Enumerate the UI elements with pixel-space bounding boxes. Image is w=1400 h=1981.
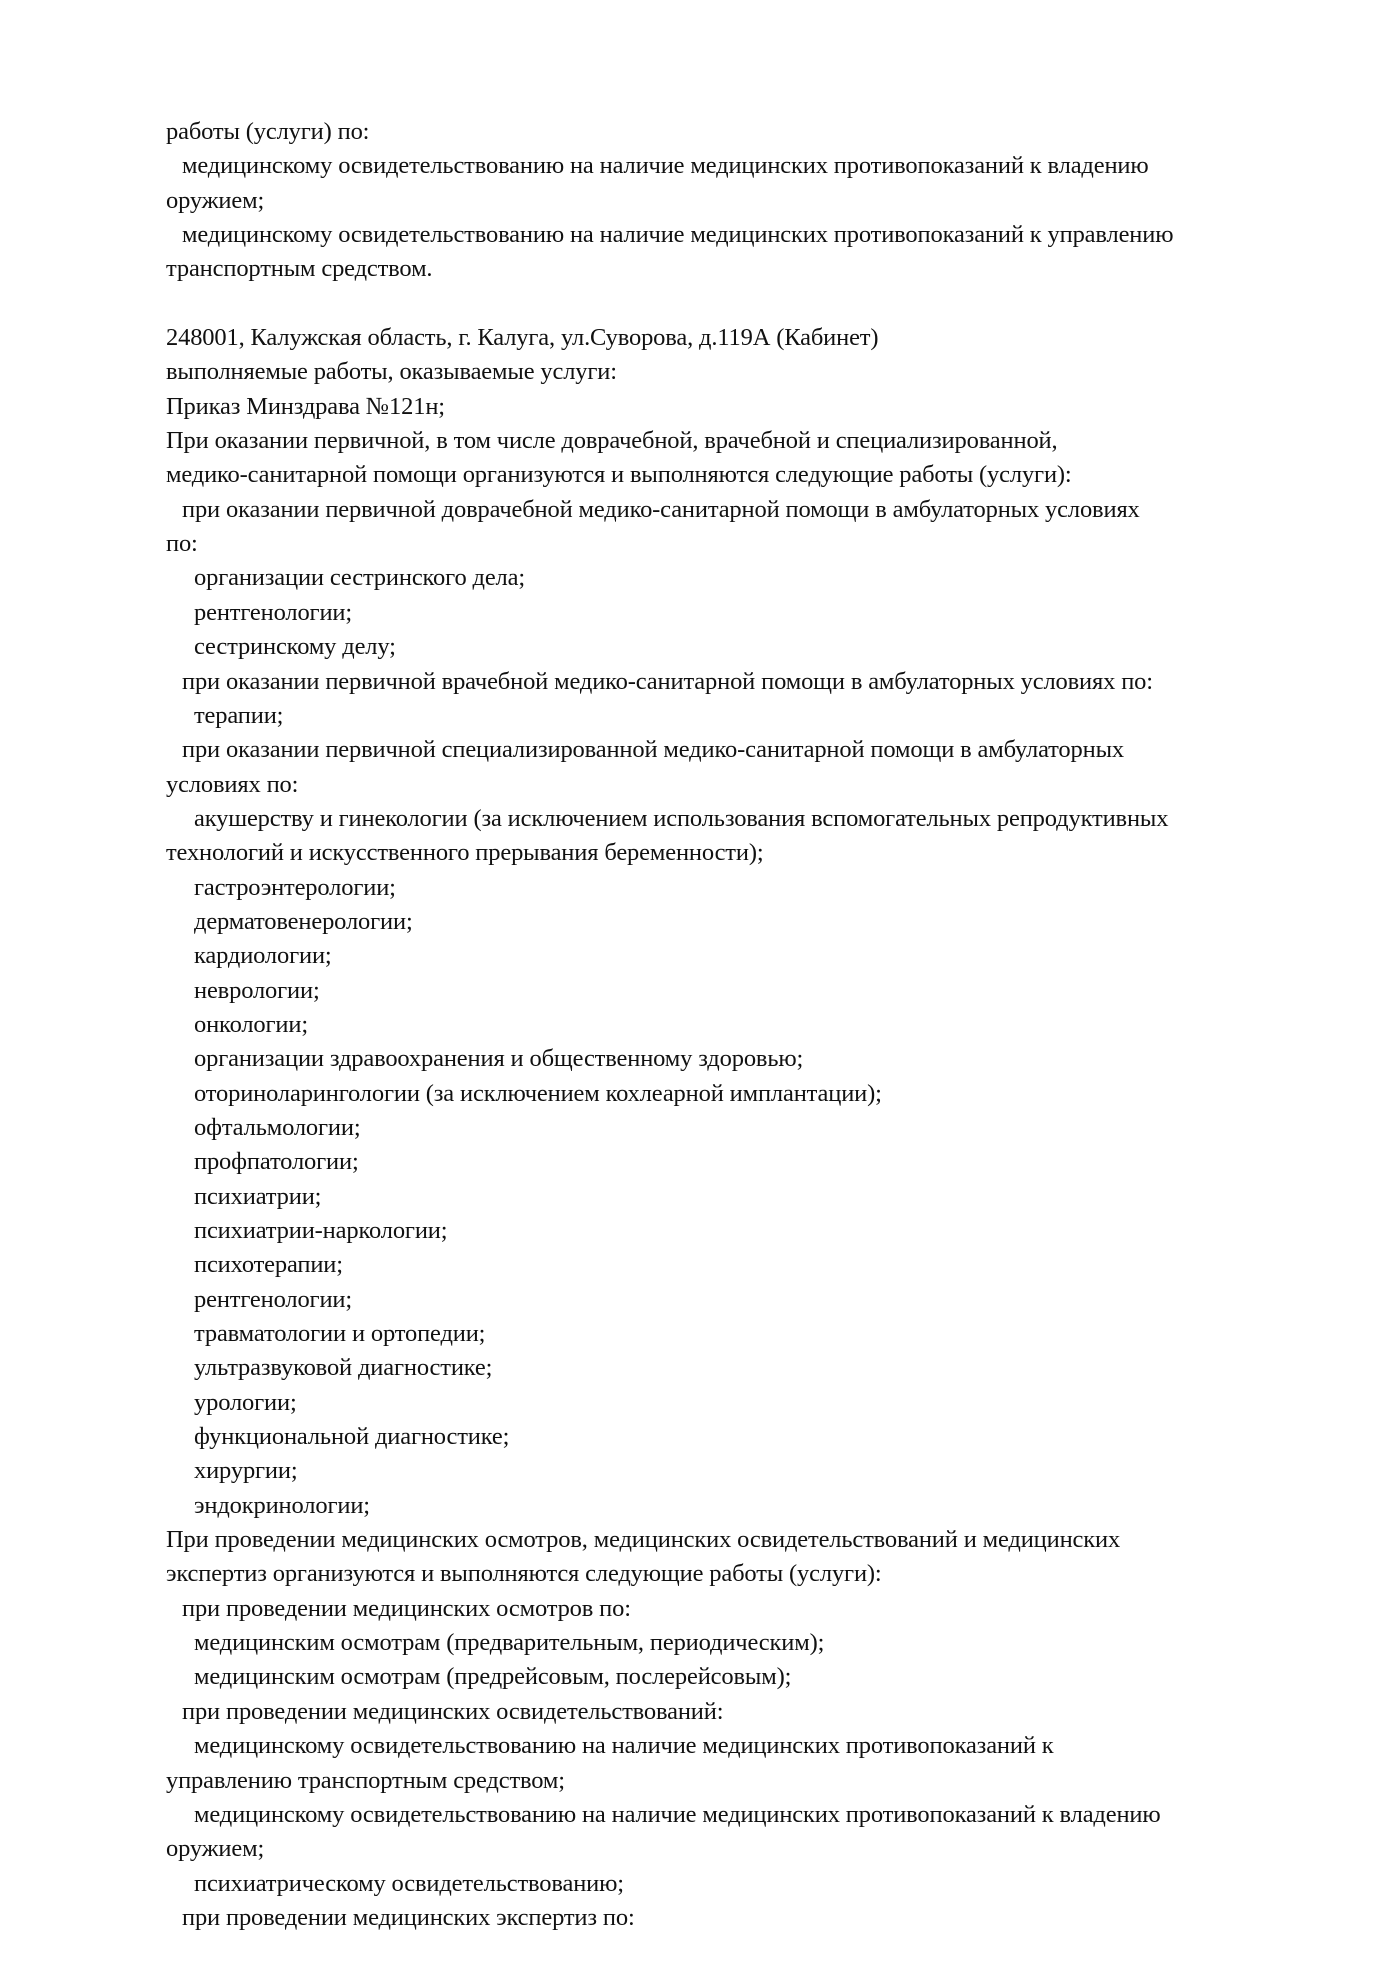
- text-line: функциональной диагностике;: [194, 1423, 510, 1451]
- text-line: психиатрии;: [194, 1182, 322, 1210]
- text-line: медико-санитарной помощи организуются и выполняются следующие работы (услуги):: [166, 461, 1072, 489]
- text-line: оружием;: [166, 1835, 265, 1863]
- text-line: работы (услуги) по:: [166, 118, 370, 145]
- text-line: терапии;: [194, 701, 284, 729]
- text-line: кардиологии;: [194, 942, 332, 970]
- text-line: медицинским осмотрам (предрейсовым, послерейсовым);: [194, 1663, 792, 1691]
- text-line: медицинскому освидетельствованию на наличие медицинских противопоказаний к владению: [194, 1800, 1161, 1828]
- text-line: выполняемые работы, оказываемые услуги:: [166, 358, 617, 386]
- text-line: при оказании первичной специализированной медико-санитарной помощи в амбулаторных: [182, 736, 1124, 764]
- text-line: акушерству и гинекологии (за исключением использования вспомогательных репродуктивных: [194, 804, 1169, 832]
- text-line: сестринскому делу;: [194, 633, 396, 661]
- text-line: травматологии и ортопедии;: [194, 1320, 486, 1348]
- text-line: при оказании первичной врачебной медико-санитарной помощи в амбулаторных условиях по:: [182, 667, 1153, 695]
- text-line: эндокринологии;: [194, 1491, 370, 1519]
- text-line: экспертиз организуются и выполняются следующие работы (услуги):: [166, 1560, 882, 1588]
- text-line: Приказ Минздрава №121н;: [166, 392, 445, 420]
- text-line: психиатрическому освидетельствованию;: [194, 1869, 624, 1897]
- text-line: профпатологии;: [194, 1148, 359, 1176]
- text-line: организации здравоохранения и общественному здоровью;: [194, 1045, 804, 1073]
- text-line: по:: [166, 530, 198, 558]
- blank-line: [166, 287, 1346, 321]
- text-line: условиях по:: [166, 770, 299, 798]
- text-line: при проведении медицинских экспертиз по:: [182, 1903, 635, 1931]
- text-line: офтальмологии;: [194, 1113, 361, 1141]
- text-line: транспортным средством.: [166, 255, 433, 283]
- text-line: урологии;: [194, 1388, 297, 1416]
- text-line: При проведении медицинских осмотров, медицинских освидетельствований и медицинских: [166, 1526, 1121, 1554]
- text-line: хирургии;: [194, 1457, 298, 1485]
- text-line: технологий и искусственного прерывания беременности);: [166, 839, 764, 867]
- text-line: рентгенологии;: [194, 598, 353, 626]
- document-body: [166, 115, 1346, 1935]
- text-line: медицинскому освидетельствованию на наличие медицинских противопоказаний к: [194, 1732, 1054, 1760]
- text-line: онкологии;: [194, 1010, 309, 1038]
- text-line: медицинскому освидетельствованию на наличие медицинских противопоказаний к владению: [182, 152, 1149, 180]
- text-line: оториноларингологии (за исключением кохлеарной имплантации);: [194, 1079, 882, 1107]
- text-line: При оказании первичной, в том числе доврачебной, врачебной и специализированной,: [166, 427, 1058, 455]
- text-line: организации сестринского дела;: [194, 564, 526, 592]
- text-line: медицинскому освидетельствованию на наличие медицинских противопоказаний к управлению: [182, 221, 1174, 249]
- text-line: медицинским осмотрам (предварительным, периодическим);: [194, 1629, 825, 1657]
- text-line: ультразвуковой диагностике;: [194, 1354, 493, 1382]
- text-line: рентгенологии;: [194, 1285, 353, 1313]
- text-line: оружием;: [166, 186, 265, 214]
- text-line: неврологии;: [194, 976, 320, 1004]
- text-line: при проведении медицинских осмотров по:: [182, 1594, 631, 1622]
- text-line: при проведении медицинских освидетельствований:: [182, 1697, 724, 1725]
- text-line: при оказании первичной доврачебной медико-санитарной помощи в амбулаторных условиях: [182, 495, 1140, 523]
- text-line: психотерапии;: [194, 1251, 343, 1279]
- text-line: управлению транспортным средством;: [166, 1766, 565, 1794]
- text-line: дерматовенерологии;: [194, 907, 413, 935]
- text-line: психиатрии-наркологии;: [194, 1217, 448, 1244]
- text-line: гастроэнтерологии;: [194, 873, 396, 901]
- text-line: 248001, Калужская область, г. Калуга, ул.Суворова, д.119А (Кабинет): [166, 324, 879, 352]
